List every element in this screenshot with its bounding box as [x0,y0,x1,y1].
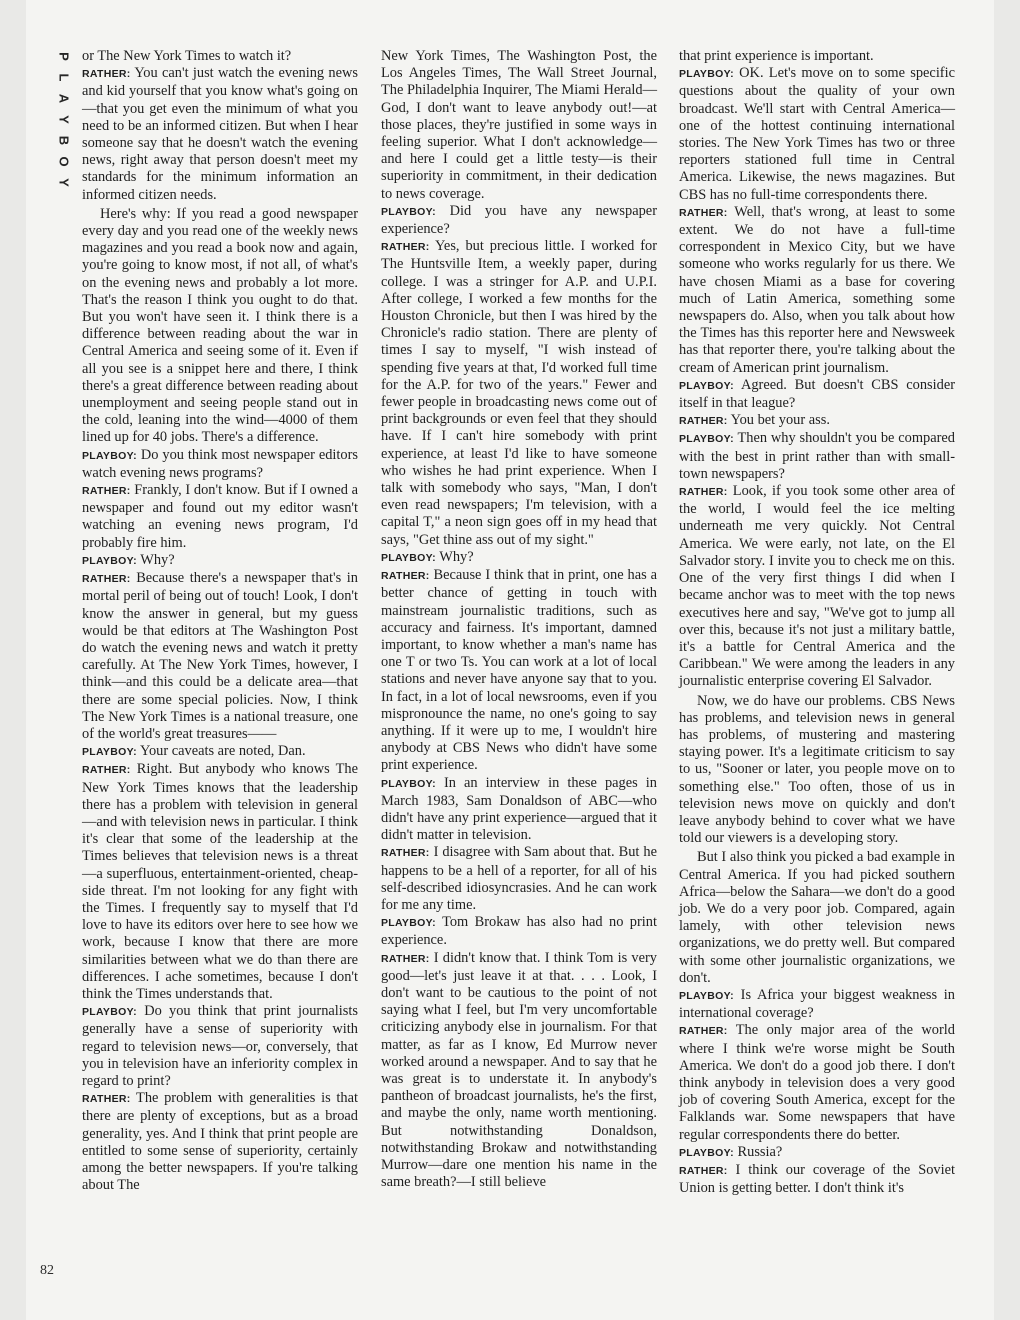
paragraph-text: Do you think most newspaper editors watch evening news programs? [82,446,358,481]
speaker-label: RATHER: [381,570,430,583]
speaker-label: RATHER: [82,764,131,777]
paragraph-text: Is Africa your biggest weakness in international coverage? [679,986,955,1022]
speech-paragraph [381,203,657,238]
speaker-label: PLAYBOY: [679,379,734,392]
speech-paragraph [82,761,358,1003]
speech-paragraph [679,412,955,430]
speaker-label: RATHER: [82,1093,131,1106]
paragraph-text: Here's why: If you read a good newspaper every day and you read one of the weekly news magazines and you read a book now and again, you're going to know most, if not all, of what's on the evening news and probably a lot more. That's the reason I think you ought to do that. But you won't have seen it. I think there is a difference between reading about the war in Central America and seeing some of it. Even if all you see is a snippet here and there, I think there's a great difference between reading about unemployment and seeing people stand out in the cold, leaning into the wind—4000 of them lined up for 40 jobs. There's a difference. [82,205,358,446]
masthead-text: P L A Y B O Y [56,52,72,187]
speaker-label: PLAYBOY: [679,433,734,446]
speaker-label: RATHER: [679,486,728,499]
paragraph-text: or The New York Times to watch it? [82,48,292,64]
speech-paragraph [679,1162,955,1197]
paragraph-text: You bet your ass. [730,412,830,429]
speech-paragraph [679,204,955,377]
paragraph-text: Well, that's wrong, at least to some extent. We do not have a full-time correspondent in Mexico City, but we have someone who works regularly for us there. We have chosen Miami as a base for covering much of Latin America, something some newspapers do. Also, when you talk about how the Times has this reporter here and Newsweek has that reporter there, you're talking about the cream of American print journalism. [679,203,955,376]
paragraph-text: Do you think that print journalists generally have a sense of superiority with regard to television news—or, conversely, that you in television have an inferiority complex in regard to print? [82,1003,358,1089]
paragraph-text: I didn't know that. I think Tom is very good—let's just leave it at that. . . . Look, I don't want to be cautious to the point of not saying what I feel, but I'm very uncomfortable criticizing anybody else in journalism. For that matter, as far as I know, Ed Murrow never worked around a newspaper. And to say that he was great is to understate it. In anybody's pantheon of broadcast journalists, he's the first, and maybe the only, name worth mentioning. But notwithstanding Donaldson, notwithstanding Brokaw and notwithstanding Murrow—dare one mention his name in the same breath?—I still believe [381,949,657,1191]
speech-paragraph [679,1022,955,1143]
paragraph-text: Why? [439,548,474,565]
paragraph-text: Russia? [737,1143,783,1160]
speaker-label: RATHER: [381,241,430,254]
speaker-label: RATHER: [82,485,131,498]
speaker-label: RATHER: [679,1025,728,1038]
paragraph-text: Look, if you took some other area of the world, I would feel the ice melting underneath me very quickly. Not Central America. We were early, not late, on the El Salvador story. I invite you to check me on this. One of the very first things I did when I became anchor was to meet with the top news executives here and say, "We've got to jump all over this, because it's not just a military battle, it's a battle for Central America and the Caribbean." We were among the leaders in any journalistic enterprise covering El Salvador. [679,483,955,690]
speaker-label: PLAYBOY: [679,1146,734,1159]
speaker-label: RATHER: [679,206,728,219]
masthead [54,46,72,193]
paragraph-text: Your caveats are noted, Dan. [140,743,306,760]
speech-paragraph [679,1144,955,1162]
speech-paragraph [82,65,358,204]
paragraph-text: that print experience is important. [679,48,874,64]
speaker-label: PLAYBOY: [679,68,734,81]
paragraph-text: Right. But anybody who knows The New York Times knows that the leadership there has a problem with television in general—and with television news in particular. I think it's clear that some of the leadership at the Times believes that television news is a threat—a superfluous, entertainment-oriented, cheap-side threat. I'm not looking for any fight with the Times. I frequently say to myself that I'd love to have its editors over here to see how we work, because I know that there are more similarities between what we do than there are differences. I ache sometimes, because I don't think the Times understands that. [82,761,358,1002]
paragraph-text: Tom Brokaw has also had no print experience. [381,914,657,949]
speaker-label: RATHER: [679,415,728,428]
speaker-label: RATHER: [82,573,131,586]
paragraph-text: Because I think that in print, one has a better chance of getting in touch with mainstream journalistic traditions, such as accuracy and fairness. It's important, damned important, to know whether a man's name has one T or two Ts. You can work at a lot of local stations and never have anyone say that to you. In fact, in a lot of local newsrooms, even if you mispronounce the name, no one's going to say anything. If it were up to me, I wouldn't hire anybody at CBS News who didn't have some print experience. [381,567,657,774]
paragraph-text: Frankly, I don't know. But if I owned a newspaper and found out my editor wasn't watching an evening news program, I'd probably fire him. [82,482,358,551]
speech-paragraph [679,483,955,690]
speech-paragraph [679,65,955,204]
paragraph-text: I disagree with Sam about that. But he happens to be a hell of a reporter, for all of his self-described idiosyncrasies. And he can work for me any time. [381,844,657,913]
body-paragraph [82,206,358,447]
speech-paragraph [82,482,358,552]
speech-paragraph [82,1003,358,1090]
paragraph-text: OK. Let's move on to some specific questions about the quality of your own broadcast. We'll start with Central America—one of the hottest continuing international stories. The New York Times has two or three reporters stationed full time in Central America. Likewise, the news magazines. But CBS has no full-time correspondents there. [679,65,955,203]
text-column-1 [82,48,358,1194]
body-paragraph [679,849,955,987]
speech-paragraph [679,430,955,483]
speech-paragraph [381,914,657,949]
speech-paragraph [82,570,358,743]
speaker-label: RATHER: [381,952,430,965]
page-number: 82 [40,1263,54,1278]
speech-paragraph [381,549,657,567]
speaker-label: PLAYBOY: [381,917,436,930]
speech-paragraph [381,844,657,914]
speech-paragraph [82,1090,358,1194]
speaker-label: PLAYBOY: [82,554,137,567]
paragraph-text: Now, we do have our problems. CBS News has problems, and television news in general has problems, of mustering and mastering staying power. It's a legitimate criticism to say to us, "Sooner or later, you people move on to something else." Too often, those of us in television news move on quickly and don't leave anybody behind to cover what we have told our viewers is a developing story. [679,692,955,847]
body-paragraph [679,693,955,848]
speaker-label: PLAYBOY: [381,777,436,790]
text-column-2 [381,48,657,1191]
speech-paragraph [82,447,358,482]
speech-paragraph [381,567,657,774]
paragraph-text: Because there's a newspaper that's in mortal peril of being out of touch! Look, I don't know the answer in general, but my guess would be that editors at The Washington Post do watch the evening news and watch it pretty carefully. At The New York Times, however, I think—and this could be a delicate area—that there are some special policies. Now, I think The New York Times is a national treasure, one of the world's great treasures—— [82,570,358,742]
speaker-label: PLAYBOY: [82,1006,137,1019]
speech-paragraph [381,238,657,549]
speech-paragraph [679,987,955,1022]
paragraph-text: Why? [140,551,175,568]
speaker-label: PLAYBOY: [381,205,436,218]
paragraph-text: Agreed. But doesn't CBS consider itself in that league? [679,376,955,412]
paragraph-text: New York Times, The Washington Post, the Los Angeles Times, The Wall Street Journal, The Philadelphia Inquirer, The Miami Herald—God, I don't want to leave anybody out!—at those places, they're justified in some ways in feeling superior. What I don't acknowledge—and here I could get a little testy—is their superiority in commitment, in their dedication to news coverage. [381,48,657,202]
paragraph-text: You can't just watch the evening news and kid yourself that you know what's going on—that you get even the minimum of what you need to be an informed citizen. But when I hear someone say that he doesn't watch the evening news, right away that person doesn't meet my standards for the minimum information an informed citizen needs. [82,65,358,203]
paragraph-text: Yes, but precious little. I worked for The Huntsville Item, a weekly paper, during college. I was a stringer for A.P. and U.P.I. After college, I worked a few months for the Houston Chronicle, but then I was hired by the Chronicle's radio station. There are plenty of times I say to myself, "I wish instead of spending five years at that, I'd worked full time for the A.P. for two of the years." Fewer and fewer people in broadcasting news come out of print backgrounds or even feel that they should have. If I can't hire somebody with print experience, at least I'd like to have someone who wishes he had print experience. When I talk with somebody who says, "Man, I don't even read newspapers; I'm television, with a capital T," a neon sign goes off in my head that says, "Get thine ass out of my sight." [381,238,657,548]
speech-paragraph [82,552,358,570]
body-paragraph [381,48,657,203]
speaker-label: PLAYBOY: [381,551,436,564]
speaker-label: PLAYBOY: [679,989,734,1002]
paragraph-text: In an interview in these pages in March 1983, Sam Donaldson of ABC—who didn't have any print experience—argued that it didn't matter in television. [381,774,657,844]
paragraph-text: Did you have any newspaper experience? [381,202,657,238]
speech-paragraph [381,775,657,845]
paragraph-text: But I also think you picked a bad example in Central America. If you had picked southern Africa—below the Sahara—we don't do a good job. We do a very poor job. Compared, again lamely, with other television news organizations, we do pretty well. But compared with some other journalistic organizations, we don't. [679,849,955,986]
speaker-label: PLAYBOY: [82,746,137,759]
speech-paragraph [679,377,955,412]
paragraph-text: The only major area of the world where I think we're worse might be South America. We don't do a good job there. I don't think anybody in television does a very good job of covering South America, except for the Falklands war. Some newspapers that have regular correspondents there do better. [679,1022,955,1143]
speech-paragraph [82,743,358,761]
body-paragraph [82,48,358,65]
text-column-3 [679,48,955,1197]
paragraph-text: I think our coverage of the Soviet Union is getting better. I don't think it's [679,1162,955,1197]
speaker-label: RATHER: [381,847,430,860]
paragraph-text: Then why shouldn't you be compared with the best in print rather than with small-town newspapers? [679,430,955,482]
paragraph-text: The problem with generalities is that there are plenty of exceptions, but as a broad generality, yes. And I think that print people are entitled to some sense of superiority, certainly among the better newspapers. If you're talking about The [82,1090,358,1194]
speaker-label: RATHER: [82,68,131,81]
speaker-label: RATHER: [679,1165,728,1177]
body-paragraph [679,48,955,65]
speaker-label: PLAYBOY: [82,449,137,462]
speech-paragraph [381,950,657,1192]
